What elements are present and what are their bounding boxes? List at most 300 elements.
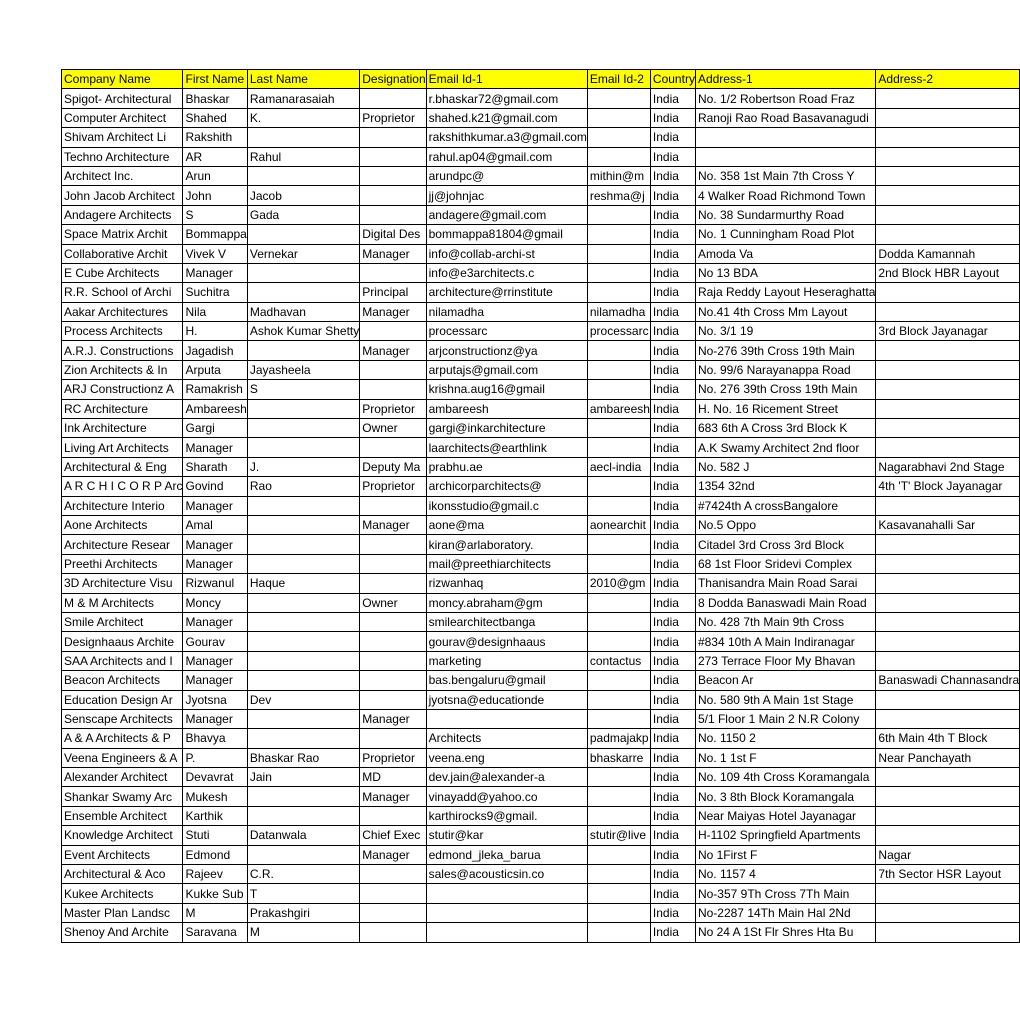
cell-last-name[interactable] [247,283,359,302]
cell-email-1[interactable]: smilearchitectbanga [426,612,587,631]
cell-designation[interactable] [360,89,426,108]
cell-company-name[interactable]: Space Matrix Archit [62,225,183,244]
cell-company-name[interactable]: Shenoy And Archite [62,923,183,942]
cell-email-1[interactable]: laarchitects@earthlink [426,438,587,457]
cell-company-name[interactable]: RC Architecture [62,399,183,418]
header-first-name[interactable]: First Name [183,70,247,89]
cell-email-2[interactable] [587,225,650,244]
cell-first-name[interactable]: Nila [183,302,247,321]
cell-address-1[interactable]: No-357 9Th Cross 7Th Main [695,884,875,903]
cell-country[interactable]: India [650,845,695,864]
cell-last-name[interactable]: Jain [247,768,359,787]
cell-country[interactable]: India [650,205,695,224]
cell-company-name[interactable]: Knowledge Architect [62,826,183,845]
cell-address-1[interactable]: 5/1 Floor 1 Main 2 N.R Colony [695,709,875,728]
cell-designation[interactable] [360,166,426,185]
cell-address-2[interactable] [876,128,1020,147]
cell-address-1[interactable]: 1354 32nd [695,477,875,496]
cell-company-name[interactable]: Architecture Interio [62,496,183,515]
cell-email-1[interactable]: arundpc@ [426,166,587,185]
cell-first-name[interactable]: Govind [183,477,247,496]
cell-email-1[interactable] [426,709,587,728]
cell-last-name[interactable] [247,438,359,457]
cell-email-2[interactable] [587,768,650,787]
cell-address-2[interactable] [876,690,1020,709]
cell-designation[interactable] [360,632,426,651]
cell-designation[interactable] [360,690,426,709]
cell-company-name[interactable]: SAA Architects and I [62,651,183,670]
cell-address-1[interactable]: #834 10th A Main Indiranagar [695,632,875,651]
cell-first-name[interactable]: Stuti [183,826,247,845]
cell-last-name[interactable] [247,419,359,438]
cell-designation[interactable] [360,360,426,379]
cell-country[interactable]: India [650,554,695,573]
cell-first-name[interactable]: M [183,903,247,922]
cell-address-2[interactable] [876,341,1020,360]
cell-designation[interactable] [360,884,426,903]
cell-designation[interactable] [360,535,426,554]
cell-designation[interactable]: Manager [360,515,426,534]
cell-email-2[interactable] [587,244,650,263]
cell-address-2[interactable] [876,709,1020,728]
cell-first-name[interactable]: Manager [183,554,247,573]
cell-email-2[interactable] [587,89,650,108]
cell-designation[interactable]: Principal [360,283,426,302]
cell-last-name[interactable] [247,554,359,573]
cell-address-2[interactable]: Near Panchayath [876,748,1020,767]
cell-company-name[interactable]: John Jacob Architect [62,186,183,205]
cell-address-1[interactable]: H. No. 16 Ricement Street [695,399,875,418]
cell-country[interactable]: India [650,225,695,244]
cell-country[interactable]: India [650,186,695,205]
cell-last-name[interactable]: C.R. [247,865,359,884]
cell-country[interactable]: India [650,709,695,728]
cell-address-1[interactable]: No. 1157 4 [695,865,875,884]
cell-country[interactable]: India [650,748,695,767]
cell-company-name[interactable]: Living Art Architects [62,438,183,457]
cell-country[interactable]: India [650,768,695,787]
cell-designation[interactable]: Proprietor [360,477,426,496]
cell-designation[interactable] [360,651,426,670]
cell-email-1[interactable]: aone@ma [426,515,587,534]
cell-last-name[interactable] [247,593,359,612]
cell-last-name[interactable] [247,806,359,825]
cell-designation[interactable]: Manager [360,244,426,263]
cell-first-name[interactable]: Bommappa [183,225,247,244]
cell-country[interactable]: India [650,380,695,399]
cell-country[interactable]: India [650,360,695,379]
cell-company-name[interactable]: Smile Architect [62,612,183,631]
cell-country[interactable]: India [650,671,695,690]
cell-company-name[interactable]: Spigot- Architectural [62,89,183,108]
cell-first-name[interactable]: Manager [183,671,247,690]
cell-email-2[interactable]: stutir@live [587,826,650,845]
cell-email-1[interactable]: andagere@gmail.com [426,205,587,224]
cell-email-2[interactable] [587,419,650,438]
cell-address-2[interactable] [876,612,1020,631]
cell-address-1[interactable]: No. 582 J [695,457,875,476]
cell-first-name[interactable]: Edmond [183,845,247,864]
cell-address-1[interactable]: No. 580 9th A Main 1st Stage [695,690,875,709]
cell-country[interactable]: India [650,515,695,534]
cell-email-1[interactable] [426,923,587,942]
cell-address-1[interactable]: No. 1 1st F [695,748,875,767]
cell-first-name[interactable]: Bhavya [183,729,247,748]
cell-address-2[interactable] [876,89,1020,108]
cell-email-1[interactable]: arjconstructionz@ya [426,341,587,360]
cell-address-2[interactable] [876,186,1020,205]
cell-company-name[interactable]: ARJ Constructionz A [62,380,183,399]
cell-country[interactable]: India [650,729,695,748]
cell-address-2[interactable] [876,768,1020,787]
cell-first-name[interactable]: Ramakrish [183,380,247,399]
cell-first-name[interactable]: Mukesh [183,787,247,806]
cell-first-name[interactable]: Arputa [183,360,247,379]
cell-email-1[interactable]: rahul.ap04@gmail.com [426,147,587,166]
cell-email-2[interactable] [587,108,650,127]
cell-last-name[interactable] [247,128,359,147]
cell-email-1[interactable]: nilamadha [426,302,587,321]
cell-address-2[interactable] [876,535,1020,554]
cell-email-2[interactable] [587,380,650,399]
cell-last-name[interactable] [247,671,359,690]
cell-email-1[interactable]: moncy.abraham@gm [426,593,587,612]
header-address-1[interactable]: Address-1 [695,70,875,89]
cell-address-2[interactable] [876,574,1020,593]
cell-designation[interactable] [360,496,426,515]
cell-first-name[interactable]: Gargi [183,419,247,438]
cell-email-2[interactable] [587,496,650,515]
cell-address-1[interactable]: No 1First F [695,845,875,864]
cell-address-2[interactable]: 6th Main 4th T Block [876,729,1020,748]
cell-address-2[interactable]: 2nd Block HBR Layout [876,263,1020,282]
cell-last-name[interactable] [247,496,359,515]
cell-last-name[interactable] [247,535,359,554]
cell-designation[interactable] [360,903,426,922]
cell-email-1[interactable]: processarc [426,322,587,341]
cell-address-2[interactable] [876,225,1020,244]
cell-designation[interactable] [360,574,426,593]
header-email-1[interactable]: Email Id-1 [426,70,587,89]
cell-email-2[interactable] [587,438,650,457]
cell-address-2[interactable] [876,438,1020,457]
cell-email-1[interactable]: jyotsna@educationde [426,690,587,709]
cell-address-1[interactable]: Near Maiyas Hotel Jayanagar [695,806,875,825]
cell-country[interactable]: India [650,632,695,651]
cell-address-1[interactable]: No. 1/2 Robertson Road Fraz [695,89,875,108]
cell-company-name[interactable]: M & M Architects [62,593,183,612]
cell-country[interactable]: India [650,651,695,670]
cell-email-1[interactable]: mail@preethiarchitects [426,554,587,573]
cell-designation[interactable]: Owner [360,593,426,612]
cell-company-name[interactable]: Architectural & Aco [62,865,183,884]
cell-address-2[interactable] [876,496,1020,515]
cell-country[interactable]: India [650,438,695,457]
cell-last-name[interactable]: Ramanarasaiah [247,89,359,108]
cell-country[interactable]: India [650,89,695,108]
cell-last-name[interactable]: Dev [247,690,359,709]
cell-address-1[interactable]: No. 38 Sundarmurthy Road [695,205,875,224]
cell-email-1[interactable]: gourav@designhaaus [426,632,587,651]
cell-email-1[interactable]: arputajs@gmail.com [426,360,587,379]
cell-company-name[interactable]: Zion Architects & In [62,360,183,379]
cell-company-name[interactable]: Master Plan Landsc [62,903,183,922]
cell-designation[interactable]: Deputy Ma [360,457,426,476]
cell-designation[interactable]: Manager [360,845,426,864]
cell-email-1[interactable]: edmond_jleka_barua [426,845,587,864]
cell-company-name[interactable]: E Cube Architects [62,263,183,282]
cell-country[interactable]: India [650,787,695,806]
cell-company-name[interactable]: Andagere Architects [62,205,183,224]
cell-company-name[interactable]: A.R.J. Constructions [62,341,183,360]
cell-address-2[interactable] [876,787,1020,806]
cell-company-name[interactable]: Beacon Architects [62,671,183,690]
header-address-2[interactable]: Address-2 [876,70,1020,89]
cell-first-name[interactable]: Devavrat [183,768,247,787]
cell-country[interactable]: India [650,574,695,593]
cell-email-1[interactable]: krishna.aug16@gmail [426,380,587,399]
cell-address-1[interactable]: No. 3/1 19 [695,322,875,341]
cell-address-2[interactable]: Nagarabhavi 2nd Stage [876,457,1020,476]
cell-email-2[interactable] [587,128,650,147]
cell-designation[interactable] [360,147,426,166]
cell-address-2[interactable] [876,166,1020,185]
cell-country[interactable]: India [650,612,695,631]
cell-address-2[interactable] [876,419,1020,438]
cell-email-1[interactable]: ambareesh [426,399,587,418]
cell-country[interactable]: India [650,147,695,166]
cell-designation[interactable] [360,923,426,942]
cell-email-2[interactable] [587,709,650,728]
cell-first-name[interactable]: Ambareesh [183,399,247,418]
cell-company-name[interactable]: Senscape Architects [62,709,183,728]
cell-address-2[interactable]: Nagar [876,845,1020,864]
cell-last-name[interactable]: Ashok Kumar Shetty [247,322,359,341]
cell-company-name[interactable]: Preethi Architects [62,554,183,573]
cell-company-name[interactable]: Aone Architects [62,515,183,534]
cell-email-2[interactable]: nilamadha [587,302,650,321]
cell-first-name[interactable]: Rizwanul [183,574,247,593]
cell-address-2[interactable] [876,884,1020,903]
cell-last-name[interactable]: Haque [247,574,359,593]
cell-address-1[interactable]: No 13 BDA [695,263,875,282]
cell-address-2[interactable] [876,903,1020,922]
cell-email-2[interactable] [587,205,650,224]
cell-country[interactable]: India [650,477,695,496]
cell-last-name[interactable]: Bhaskar Rao [247,748,359,767]
cell-address-1[interactable]: No.41 4th Cross Mm Layout [695,302,875,321]
cell-email-1[interactable]: bommappa81804@gmail [426,225,587,244]
cell-last-name[interactable]: K. [247,108,359,127]
cell-country[interactable]: India [650,884,695,903]
cell-email-1[interactable]: sales@acousticsin.co [426,865,587,884]
cell-company-name[interactable]: Architect Inc. [62,166,183,185]
cell-first-name[interactable]: Bhaskar [183,89,247,108]
cell-email-2[interactable]: contactus [587,651,650,670]
cell-company-name[interactable]: Shankar Swamy Arc [62,787,183,806]
cell-address-1[interactable]: No-2287 14Th Main Hal 2Nd [695,903,875,922]
cell-last-name[interactable]: Jacob [247,186,359,205]
cell-country[interactable]: India [650,263,695,282]
cell-email-1[interactable]: rakshithkumar.a3@gmail.com [426,128,587,147]
cell-email-1[interactable]: dev.jain@alexander-a [426,768,587,787]
cell-designation[interactable]: Chief Exec [360,826,426,845]
cell-email-2[interactable] [587,554,650,573]
cell-email-1[interactable]: kiran@arlaboratory. [426,535,587,554]
cell-company-name[interactable]: Kukee Architects [62,884,183,903]
cell-address-2[interactable] [876,554,1020,573]
cell-address-1[interactable]: No. 428 7th Main 9th Cross [695,612,875,631]
header-email-2[interactable]: Email Id-2 [587,70,650,89]
cell-last-name[interactable]: M [247,923,359,942]
cell-email-1[interactable]: veena.eng [426,748,587,767]
cell-email-2[interactable] [587,671,650,690]
cell-company-name[interactable]: Shivam Architect Li [62,128,183,147]
cell-country[interactable]: India [650,419,695,438]
cell-address-1[interactable]: 683 6th A Cross 3rd Block K [695,419,875,438]
cell-email-2[interactable] [587,806,650,825]
cell-first-name[interactable]: Manager [183,535,247,554]
cell-first-name[interactable]: Rakshith [183,128,247,147]
cell-designation[interactable] [360,671,426,690]
cell-first-name[interactable]: Kukke Sub [183,884,247,903]
cell-address-2[interactable] [876,826,1020,845]
cell-country[interactable]: India [650,302,695,321]
cell-email-1[interactable]: karthirocks9@gmail. [426,806,587,825]
cell-last-name[interactable] [247,729,359,748]
cell-address-2[interactable] [876,283,1020,302]
cell-email-2[interactable] [587,690,650,709]
cell-email-1[interactable]: jj@johnjac [426,186,587,205]
cell-first-name[interactable]: Moncy [183,593,247,612]
cell-email-2[interactable] [587,787,650,806]
cell-designation[interactable]: Proprietor [360,399,426,418]
header-last-name[interactable]: Last Name [247,70,359,89]
cell-country[interactable]: India [650,399,695,418]
cell-email-1[interactable]: Architects [426,729,587,748]
cell-country[interactable]: India [650,341,695,360]
cell-first-name[interactable]: Manager [183,263,247,282]
cell-designation[interactable] [360,263,426,282]
cell-first-name[interactable]: Manager [183,496,247,515]
cell-address-1[interactable]: No.5 Oppo [695,515,875,534]
cell-email-2[interactable]: bhaskarre [587,748,650,767]
cell-last-name[interactable]: Jayasheela [247,360,359,379]
cell-country[interactable]: India [650,865,695,884]
cell-first-name[interactable]: Manager [183,438,247,457]
cell-email-2[interactable]: processarc [587,322,650,341]
cell-country[interactable]: India [650,806,695,825]
cell-first-name[interactable]: John [183,186,247,205]
cell-designation[interactable] [360,729,426,748]
cell-address-1[interactable]: No. 276 39th Cross 19th Main [695,380,875,399]
cell-company-name[interactable]: Architectural & Eng [62,457,183,476]
cell-country[interactable]: India [650,593,695,612]
cell-company-name[interactable]: Alexander Architect [62,768,183,787]
cell-address-2[interactable] [876,205,1020,224]
cell-first-name[interactable]: Suchitra [183,283,247,302]
cell-email-1[interactable]: info@e3architects.c [426,263,587,282]
cell-email-1[interactable]: r.bhaskar72@gmail.com [426,89,587,108]
cell-address-1[interactable] [695,147,875,166]
cell-country[interactable]: India [650,496,695,515]
cell-designation[interactable]: Manager [360,341,426,360]
cell-email-1[interactable]: bas.bengaluru@gmail [426,671,587,690]
cell-address-1[interactable]: Thanisandra Main Road Sarai [695,574,875,593]
cell-first-name[interactable]: Jagadish [183,341,247,360]
cell-address-1[interactable]: 68 1st Floor Sridevi Complex [695,554,875,573]
header-company-name[interactable]: Company Name [62,70,183,89]
cell-last-name[interactable]: T [247,884,359,903]
cell-email-2[interactable] [587,884,650,903]
cell-first-name[interactable]: Rajeev [183,865,247,884]
cell-country[interactable]: India [650,108,695,127]
cell-company-name[interactable]: Process Architects [62,322,183,341]
cell-email-1[interactable]: archicorparchitects@ [426,477,587,496]
cell-last-name[interactable] [247,845,359,864]
cell-company-name[interactable]: R.R. School of Archi [62,283,183,302]
cell-company-name[interactable]: Designhaaus Archite [62,632,183,651]
cell-address-1[interactable]: Citadel 3rd Cross 3rd Block [695,535,875,554]
cell-email-2[interactable]: mithin@m [587,166,650,185]
cell-address-1[interactable]: No. 109 4th Cross Koramangala [695,768,875,787]
cell-address-1[interactable]: No. 1 Cunningham Road Plot [695,225,875,244]
cell-address-2[interactable] [876,806,1020,825]
cell-address-2[interactable] [876,399,1020,418]
cell-email-2[interactable] [587,845,650,864]
cell-designation[interactable] [360,612,426,631]
cell-country[interactable]: India [650,457,695,476]
cell-designation[interactable] [360,205,426,224]
cell-address-1[interactable]: #7424th A crossBangalore [695,496,875,515]
cell-designation[interactable]: Manager [360,787,426,806]
cell-country[interactable]: India [650,535,695,554]
cell-address-1[interactable]: No-276 39th Cross 19th Main [695,341,875,360]
cell-email-1[interactable]: prabhu.ae [426,457,587,476]
cell-email-2[interactable] [587,360,650,379]
cell-company-name[interactable]: A R C H I C O R P Arc [62,477,183,496]
cell-last-name[interactable] [247,341,359,360]
cell-designation[interactable]: Manager [360,709,426,728]
cell-last-name[interactable]: Vernekar [247,244,359,263]
header-designation[interactable]: Designation [360,70,426,89]
cell-last-name[interactable] [247,651,359,670]
cell-company-name[interactable]: Veena Engineers & A [62,748,183,767]
cell-address-2[interactable] [876,593,1020,612]
cell-first-name[interactable]: Manager [183,612,247,631]
cell-country[interactable]: India [650,166,695,185]
cell-address-1[interactable]: No. 3 8th Block Koramangala [695,787,875,806]
cell-designation[interactable] [360,554,426,573]
cell-company-name[interactable]: 3D Architecture Visu [62,574,183,593]
cell-address-1[interactable]: No. 1150 2 [695,729,875,748]
cell-email-2[interactable]: 2010@gm [587,574,650,593]
cell-address-2[interactable]: 4th 'T' Block Jayanagar [876,477,1020,496]
cell-designation[interactable] [360,806,426,825]
cell-address-1[interactable]: Amoda Va [695,244,875,263]
cell-first-name[interactable]: Vivek V [183,244,247,263]
cell-address-2[interactable]: 3rd Block Jayanagar [876,322,1020,341]
cell-country[interactable]: India [650,826,695,845]
cell-address-1[interactable]: 4 Walker Road Richmond Town [695,186,875,205]
cell-first-name[interactable]: Shahed [183,108,247,127]
cell-last-name[interactable]: S [247,380,359,399]
cell-address-1[interactable]: 8 Dodda Banaswadi Main Road [695,593,875,612]
cell-first-name[interactable]: Saravana [183,923,247,942]
cell-last-name[interactable] [247,166,359,185]
cell-email-1[interactable]: ikonsstudio@gmail.c [426,496,587,515]
cell-email-1[interactable]: stutir@kar [426,826,587,845]
